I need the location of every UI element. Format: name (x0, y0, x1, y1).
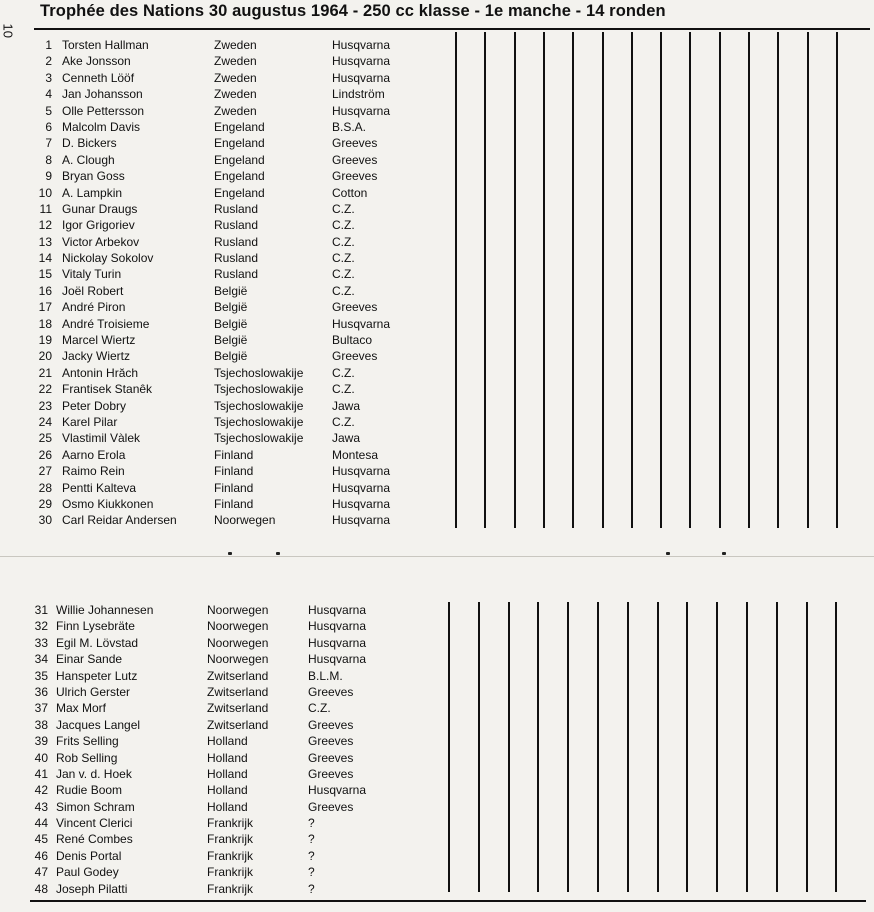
rider-machine: B.L.M. (308, 668, 343, 683)
rider-machine: Greeves (332, 169, 378, 184)
rider-number: 15 (38, 267, 52, 282)
rider-machine: C.Z. (332, 382, 355, 397)
rider-row (34, 496, 454, 512)
section-divider (0, 556, 874, 557)
rider-name: A. Lampkin (62, 185, 123, 200)
rider-machine: ? (308, 816, 315, 831)
rider-country: Frankrijk (207, 816, 254, 831)
rider-number: 41 (34, 766, 48, 781)
rider-name: Aarno Erola (62, 447, 126, 462)
rider-number: 42 (34, 783, 48, 798)
rider-number: 32 (34, 619, 48, 634)
lap-column-line (455, 32, 457, 528)
lap-column-line (597, 602, 599, 892)
rider-machine: Greeves (308, 684, 354, 699)
rider-name: D. Bickers (62, 136, 117, 151)
lap-column-line (537, 602, 539, 892)
rider-machine: Husqvarna (308, 652, 367, 667)
rider-row (30, 815, 450, 831)
rider-name: Jacky Wiertz (62, 349, 131, 364)
rider-country: Tsjechoslowakije (214, 382, 304, 397)
rider-machine: Greeves (308, 717, 354, 732)
rider-machine: ? (308, 832, 315, 847)
rider-machine: Greeves (332, 300, 378, 315)
rider-name: Osmo Kiukkonen (62, 496, 154, 511)
rider-row (30, 717, 450, 733)
rider-row (30, 733, 450, 749)
rider-machine: Greeves (332, 349, 378, 364)
rider-number: 18 (38, 316, 52, 331)
rider-name: Gunar Draugs (62, 201, 138, 216)
rider-country: Frankrijk (207, 848, 254, 863)
rider-row (30, 864, 450, 880)
lap-column-line (484, 32, 486, 528)
rider-row (34, 463, 454, 479)
rider-name: A. Clough (62, 152, 115, 167)
rider-number: 10 (38, 185, 52, 200)
rider-row (34, 250, 454, 266)
rider-country: België (214, 316, 248, 331)
rider-machine: Husqvarna (332, 496, 391, 511)
rider-country: Frankrijk (207, 865, 254, 880)
divider-mark (722, 552, 726, 555)
rider-name: Frits Selling (56, 734, 119, 749)
rider-machine: C.Z. (332, 267, 355, 282)
rider-name: Raimo Rein (62, 464, 125, 479)
rider-machine: Greeves (308, 750, 354, 765)
rider-name: Ake Jonsson (62, 54, 131, 69)
rider-row (34, 217, 454, 233)
rider-name: Jacques Langel (56, 717, 141, 732)
rider-row (34, 201, 454, 217)
rider-machine: ? (308, 848, 315, 863)
rider-machine: Husqvarna (308, 603, 367, 617)
rider-row (34, 234, 454, 250)
rider-country: België (214, 333, 248, 348)
rider-machine: C.Z. (332, 234, 355, 249)
rider-machine: ? (308, 881, 315, 896)
rider-machine: Husqvarna (332, 103, 391, 118)
rider-country: Noorwegen (207, 603, 269, 617)
rider-number: 40 (34, 750, 48, 765)
rider-machine: Jawa (332, 398, 361, 413)
rider-number: 21 (38, 365, 52, 380)
rider-number: 19 (38, 333, 52, 348)
rider-number: 5 (45, 103, 52, 118)
rider-number: 13 (38, 234, 52, 249)
rider-name: Max Morf (56, 701, 107, 716)
rider-row (34, 447, 454, 463)
rider-name: Vlastimil Vàlek (62, 431, 141, 446)
rider-country: Engeland (214, 136, 265, 151)
rider-row (30, 651, 450, 667)
rider-machine: Greeves (308, 734, 354, 749)
rider-number: 39 (34, 734, 48, 749)
rider-row (34, 365, 454, 381)
rider-machine: C.Z. (308, 701, 331, 716)
rider-row (34, 103, 454, 119)
lap-column-line (689, 32, 691, 528)
rider-machine: C.Z. (332, 283, 355, 298)
rider-machine: B.S.A. (332, 119, 367, 134)
rider-row (34, 283, 454, 299)
rider-country: Holland (207, 734, 248, 749)
title-underline (34, 28, 870, 30)
rider-name: Willie Johannesen (56, 603, 154, 617)
rider-country: België (214, 300, 248, 315)
lap-column-line (835, 602, 837, 892)
rider-country: Noorwegen (214, 513, 276, 528)
lap-column-line (478, 602, 480, 892)
rider-row (30, 782, 450, 798)
rider-machine: ? (308, 865, 315, 880)
rider-table-bottom (30, 602, 450, 897)
rider-number: 44 (34, 816, 48, 831)
lap-column-line (572, 32, 574, 528)
rider-country: Holland (207, 799, 248, 814)
lap-column-line (514, 32, 516, 528)
rider-machine: Lindström (332, 87, 385, 102)
rider-row (30, 799, 450, 815)
rider-country: Zweden (214, 87, 257, 102)
rider-name: Cenneth Lööf (62, 70, 135, 85)
rider-number: 28 (38, 480, 52, 495)
rider-country: Frankrijk (207, 832, 254, 847)
rider-number: 47 (34, 865, 48, 880)
rider-name: Karel Pilar (62, 414, 118, 429)
lap-column-line (807, 32, 809, 528)
lap-column-line (748, 32, 750, 528)
rider-row (30, 831, 450, 847)
rider-number: 46 (34, 848, 48, 863)
rider-country: Engeland (214, 185, 265, 200)
rider-machine: Montesa (332, 447, 379, 462)
rider-number: 1 (45, 38, 52, 52)
rider-number: 26 (38, 447, 52, 462)
rider-number: 29 (38, 496, 52, 511)
rider-number: 8 (45, 152, 52, 167)
rider-name: Nickolay Sokolov (62, 251, 154, 266)
rider-country: Zweden (214, 38, 257, 52)
rider-row (34, 430, 454, 446)
lap-column-line (602, 32, 604, 528)
rider-machine: Husqvarna (308, 619, 367, 634)
rider-name: Jan v. d. Hoek (56, 766, 132, 781)
rider-machine: Husqvarna (332, 38, 391, 52)
rider-name: Malcolm Davis (62, 119, 141, 134)
rider-row (34, 316, 454, 332)
rider-name: Joël Robert (62, 283, 124, 298)
rider-number: 37 (34, 701, 48, 716)
rider-name: Pentti Kalteva (62, 480, 137, 495)
rider-row (34, 37, 454, 53)
rider-number: 17 (38, 300, 52, 315)
rider-name: Hanspeter Lutz (56, 668, 138, 683)
rider-country: Tsjechoslowakije (214, 398, 304, 413)
rider-row (30, 750, 450, 766)
rider-name: Denis Portal (56, 848, 122, 863)
rider-machine: C.Z. (332, 201, 355, 216)
rider-row (34, 70, 454, 86)
rider-number: 35 (34, 668, 48, 683)
lap-column-line (716, 602, 718, 892)
rider-country: Tsjechoslowakije (214, 431, 304, 446)
rider-country: Zwitserland (207, 717, 269, 732)
rider-country: Tsjechoslowakije (214, 414, 304, 429)
rider-row (34, 266, 454, 282)
rider-name: Simon Schram (56, 799, 135, 814)
lap-column-line (776, 602, 778, 892)
rider-name: Vincent Clerici (56, 816, 133, 831)
rider-country: Zweden (214, 70, 257, 85)
rider-machine: Greeves (308, 766, 354, 781)
lap-column-line (543, 32, 545, 528)
rider-number: 48 (34, 881, 48, 896)
rider-number: 12 (38, 218, 52, 233)
lap-column-line (660, 32, 662, 528)
rider-name: Paul Godey (56, 865, 119, 880)
rider-name: Egil M. Lövstad (56, 635, 139, 650)
rider-machine: Husqvarna (332, 70, 391, 85)
rider-country: Rusland (214, 234, 259, 249)
rider-name: Victor Arbekov (62, 234, 140, 249)
lap-column-line (686, 602, 688, 892)
rider-country: Engeland (214, 152, 265, 167)
rider-row (30, 635, 450, 651)
rider-country: Zweden (214, 54, 257, 69)
rider-country: Noorwegen (207, 635, 269, 650)
rider-country: Finland (214, 447, 254, 462)
rider-machine: Husqvarna (332, 54, 391, 69)
rider-number: 23 (38, 398, 52, 413)
rider-country: Holland (207, 750, 248, 765)
rider-name: Peter Dobry (62, 398, 127, 413)
lap-column-line (567, 602, 569, 892)
rider-machine: Husqvarna (332, 513, 391, 528)
lap-column-line (448, 602, 450, 892)
rider-country: Engeland (214, 119, 265, 134)
rider-country: Noorwegen (207, 652, 269, 667)
rider-row (30, 618, 450, 634)
rider-country: Noorwegen (207, 619, 269, 634)
rider-machine: C.Z. (332, 251, 355, 266)
rider-name: Marcel Wiertz (62, 333, 136, 348)
rider-name: André Piron (62, 300, 126, 315)
rider-country: Finland (214, 464, 254, 479)
rider-row (30, 700, 450, 716)
rider-name: André Troisieme (62, 316, 150, 331)
rider-row (34, 414, 454, 430)
rider-name: Torsten Hallman (62, 38, 149, 52)
rider-name: Jan Johansson (62, 87, 143, 102)
rider-name: Antonin Hrăch (62, 365, 139, 380)
rider-country: België (214, 283, 248, 298)
rider-name: Einar Sande (56, 652, 123, 667)
rider-machine: Greeves (308, 799, 354, 814)
rider-machine: Cotton (332, 185, 368, 200)
rider-number: 7 (45, 136, 52, 151)
rider-country: België (214, 349, 248, 364)
rider-row (30, 881, 450, 897)
rider-row (34, 348, 454, 364)
lap-column-line (719, 32, 721, 528)
rider-row (34, 185, 454, 201)
rider-number: 31 (34, 603, 48, 617)
rider-row (34, 332, 454, 348)
rider-number: 27 (38, 464, 52, 479)
rider-machine: Husqvarna (332, 316, 391, 331)
rider-country: Zweden (214, 103, 257, 118)
rider-number: 22 (38, 382, 52, 397)
rider-machine: Husqvarna (308, 635, 367, 650)
lap-column-line (806, 602, 808, 892)
rider-number: 34 (34, 652, 48, 667)
rider-number: 11 (39, 201, 52, 216)
lap-column-line (508, 602, 510, 892)
page-number: 10 (0, 23, 16, 38)
rider-name: Carl Reidar Andersen (62, 513, 177, 528)
page-title: Trophée des Nations 30 augustus 1964 - 250 cc klasse - 1e manche - 14 ronden (40, 2, 666, 20)
rider-name: Ulrich Gerster (56, 684, 131, 699)
rider-row (34, 398, 454, 414)
rider-row (34, 299, 454, 315)
rider-row (30, 766, 450, 782)
rider-row (30, 668, 450, 684)
rider-number: 43 (34, 799, 48, 814)
lap-column-line (657, 602, 659, 892)
rider-number: 16 (38, 283, 52, 298)
rider-name: René Combes (56, 832, 133, 847)
rider-country: Rusland (214, 251, 259, 266)
rider-row (34, 381, 454, 397)
divider-mark (666, 552, 670, 555)
rider-country: Rusland (214, 267, 259, 282)
rider-number: 25 (38, 431, 52, 446)
rider-machine: Greeves (332, 136, 378, 151)
rider-country: Zwitserland (207, 684, 269, 699)
rider-country: Zwitserland (207, 701, 269, 716)
rider-row (34, 512, 454, 528)
rider-machine: C.Z. (332, 414, 355, 429)
lap-column-line (777, 32, 779, 528)
rider-country: Rusland (214, 218, 259, 233)
rider-row (34, 53, 454, 69)
rider-country: Zwitserland (207, 668, 269, 683)
rider-machine: Bultaco (332, 333, 373, 348)
rider-row (34, 480, 454, 496)
rider-machine: Husqvarna (332, 464, 391, 479)
rider-row (30, 848, 450, 864)
rider-number: 20 (38, 349, 52, 364)
rider-machine: Jawa (332, 431, 361, 446)
rider-row (34, 119, 454, 135)
rider-name: Vitaly Turin (62, 267, 122, 282)
rider-machine: C.Z. (332, 218, 355, 233)
divider-mark (276, 552, 280, 555)
rider-number: 2 (45, 54, 52, 69)
rider-name: Joseph Pilatti (56, 881, 128, 896)
rider-name: Frantisek Stanêk (62, 382, 153, 397)
rider-country: Finland (214, 496, 254, 511)
rider-name: Rudie Boom (56, 783, 123, 798)
rider-country: Tsjechoslowakije (214, 365, 304, 380)
rider-country: Holland (207, 783, 248, 798)
rider-country: Rusland (214, 201, 259, 216)
rider-machine: Husqvarna (308, 783, 367, 798)
rider-number: 3 (45, 70, 52, 85)
rider-name: Rob Selling (56, 750, 118, 765)
rider-number: 24 (38, 414, 52, 429)
rider-row (30, 684, 450, 700)
rider-number: 9 (45, 169, 52, 184)
rider-machine: C.Z. (332, 365, 355, 380)
lap-column-line (627, 602, 629, 892)
bottom-rule (30, 900, 866, 902)
lap-column-line (836, 32, 838, 528)
rider-number: 30 (38, 513, 52, 528)
rider-table-top (34, 37, 454, 529)
rider-name: Finn Lysebräte (56, 619, 135, 634)
rider-row (34, 152, 454, 168)
rider-row (30, 602, 450, 618)
lap-column-line (746, 602, 748, 892)
rider-machine: Greeves (332, 152, 378, 167)
divider-mark (228, 552, 232, 555)
rider-row (34, 135, 454, 151)
rider-number: 4 (45, 87, 52, 102)
rider-country: Finland (214, 480, 254, 495)
rider-number: 38 (34, 717, 48, 732)
rider-country: Engeland (214, 169, 265, 184)
rider-name: Igor Grigoriev (62, 218, 135, 233)
rider-machine: Husqvarna (332, 480, 391, 495)
rider-number: 33 (34, 635, 48, 650)
rider-country: Frankrijk (207, 881, 254, 896)
lap-column-line (631, 32, 633, 528)
rider-row (34, 86, 454, 102)
rider-country: Holland (207, 766, 248, 781)
rider-number: 36 (34, 684, 48, 699)
rider-number: 14 (38, 251, 52, 266)
rider-number: 45 (34, 832, 48, 847)
rider-name: Olle Pettersson (62, 103, 145, 118)
rider-number: 6 (45, 119, 52, 134)
rider-row (34, 168, 454, 184)
rider-name: Bryan Goss (62, 169, 125, 184)
